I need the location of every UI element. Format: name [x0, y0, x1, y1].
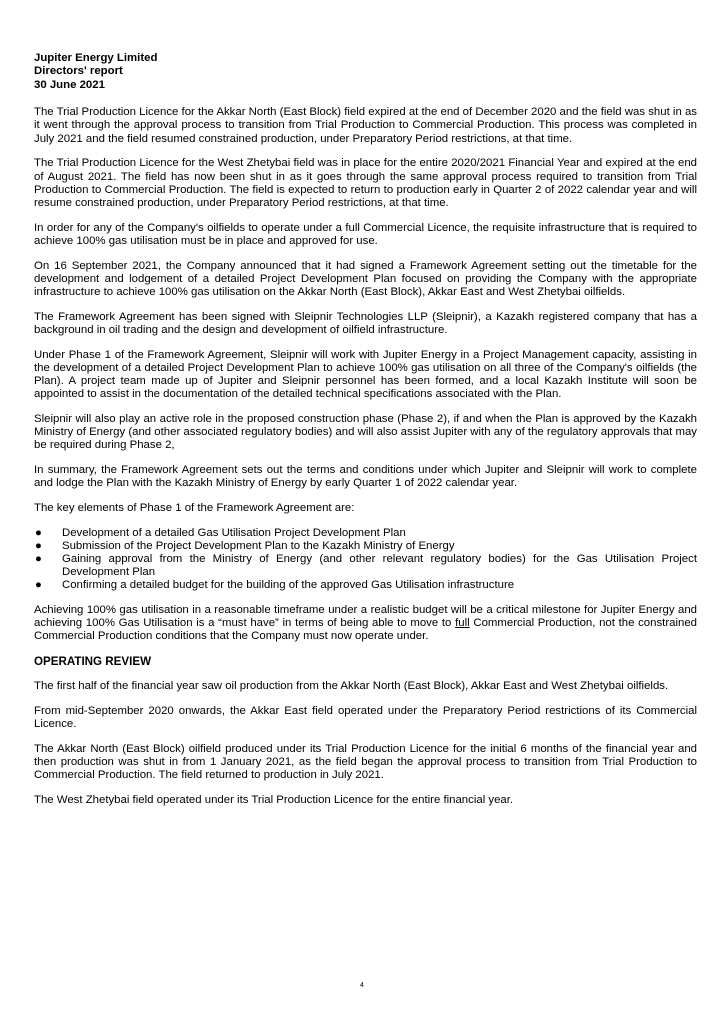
paragraph: In summary, the Framework Agreement sets out the terms and conditions under which Jupiter and Sleipnir will work to complete and lodge the Plan with the Kazakh Ministry of Energy by early Quarter 1 of 2022 calendar year.: [34, 463, 697, 490]
list-item-text: Confirming a detailed budget for the building of the approved Gas Utilisation infrastructure: [62, 579, 515, 592]
section-title: OPERATING REVIEW: [34, 654, 152, 668]
paragraph: The first half of the financial year saw oil production from the Akkar North (East Block), Akkar East and West Zhetybai oilfields.: [34, 679, 669, 692]
key-elements-list: [34, 527, 697, 593]
report-header: [34, 52, 697, 92]
paragraph: The Akkar North (East Block) oilfield produced under its Trial Production Licence for the initial 6 months of the financial year and then production was shut in from 1 January 2021, as the field began the approval process to transition from Trial Production to Commercial Production. The field returned to production in July 2021.: [34, 742, 697, 781]
paragraph: On 16 September 2021, the Company announced that it had signed a Framework Agreement setting out the timetable for the development and lodgement of a detailed Project Development Plan focused on providing the Company with the appropriate infrastructure to achieve 100% gas utilisation on the Akkar North (East Block), Akkar East and West Zhetybai oilfields.: [34, 259, 697, 298]
bullet-icon: ●: [35, 553, 42, 565]
paragraph: In order for any of the Company's oilfields to operate under a full Commercial Licence, the requisite infrastructure that is required to achieve 100% gas utilisation must be in place and approved for use.: [34, 221, 697, 247]
company-name: Jupiter Energy Limited: [34, 52, 158, 64]
paragraph: Sleipnir will also play an active role in the proposed construction phase (Phase 2), if and when the Plan is approved by the Kazakh Ministry of Energy (and other associated regulatory bodies) and will also assist Jupiter with any of the regulatory approvals that may be required during Phase 2,: [34, 412, 697, 452]
list-item-text: Gaining approval from the Ministry of Energy (and other relevant regulatory bodies) for the Gas Utilisation Project Development Plan: [62, 553, 697, 579]
document-page: [34, 52, 697, 818]
paragraph: The West Zhetybai field operated under its Trial Production Licence for the entire financial year.: [34, 793, 514, 806]
paragraph: The Trial Production Licence for the Akkar North (East Block) field expired at the end of December 2020 and the field was shut in as it went through the approval process to transition from Trial Production to Commercial Production. This process was completed in July 2021 and the field resumed constrained production, under Preparatory Period restrictions, at that time.: [34, 106, 697, 145]
list-item: [34, 527, 697, 540]
paragraph: The key elements of Phase 1 of the Framework Agreement are:: [34, 501, 355, 514]
paragraph: Under Phase 1 of the Framework Agreement, Sleipnir will work with Jupiter Energy in a Project Management capacity, assisting in the development of a detailed Project Development Plan to achieve 100% gas utilisation on all three of the Company's oilfields (the Plan). A project team made up of Jupiter and Sleipnir personnel has been formed, and a local Kazakh Institute will soon be appointed to assist in the documentation of the detailed technical specifications associated with the Plan.: [34, 348, 697, 401]
paragraph: The Trial Production Licence for the West Zhetybai field was in place for the entire 2020/2021 Financial Year and expired at the end of August 2021. The field has now been shut in as it goes through the same approval process required to transition from Trial Production to Commercial Production. The field is expected to return to production early in Quarter 2 of 2022 calendar year and will resume constrained production, under Preparatory Period restrictions, at that time.: [34, 157, 697, 209]
emphasis-full: full: [455, 616, 470, 629]
paragraph: From mid-September 2020 onwards, the Akkar East field operated under the Preparatory Period restrictions of its Commercial Licence.: [34, 704, 697, 730]
report-date: 30 June 2021: [34, 78, 105, 91]
list-item-text: Submission of the Project Development Plan to the Kazakh Ministry of Energy: [62, 539, 455, 552]
paragraph: The Framework Agreement has been signed with Sleipnir Technologies LLP (Sleipnir), a Kazakh registered company that has a background in oil trading and the design and development of oilfield infrastructure.: [34, 310, 697, 336]
page-number: 4: [360, 982, 364, 989]
list-item-text: Development of a detailed Gas Utilisation Project Development Plan: [62, 526, 406, 539]
bullet-icon: ●: [35, 526, 42, 539]
list-item: [34, 540, 697, 553]
report-title: Directors' report: [34, 65, 123, 78]
bullet-icon: ●: [35, 579, 42, 592]
closing-paragraph: Achieving 100% gas utilisation in a reasonable timeframe under a realistic budget will be a critical milestone for Jupiter Energy and achieving 100% Gas Utilisation is a “must have” in terms of being able to move to full Commercial Production, not the constrained Commercial Production conditions that the Company must now operate under.: [34, 603, 698, 643]
list-item: [34, 579, 697, 592]
bullet-icon: ●: [35, 539, 42, 552]
list-item: [34, 553, 697, 579]
